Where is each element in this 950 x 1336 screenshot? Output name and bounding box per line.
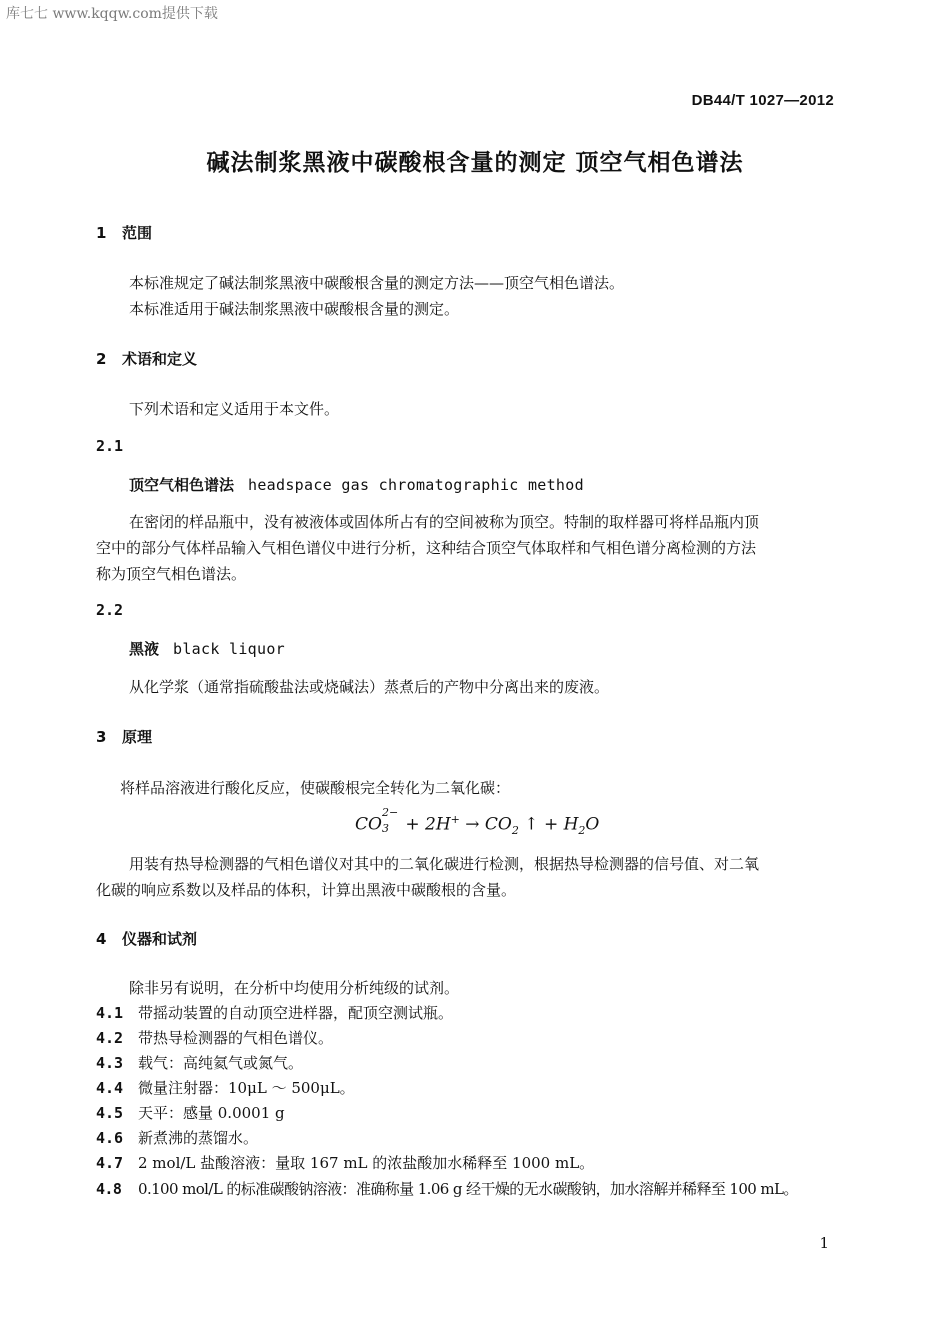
paragraph: 除非另有说明，在分析中均使用分析纯级的试剂。 xyxy=(129,979,460,997)
formula-part: O xyxy=(585,814,600,835)
term-entry xyxy=(129,474,584,495)
chemical-equation xyxy=(355,805,600,838)
list-text: 新煮沸的蒸馏水。 xyxy=(138,1129,259,1147)
definition-line: 在密闭的样品瓶中，没有被液体或固体所占有的空间被称为顶空。特制的取样器可将样品瓶内顶 xyxy=(129,513,760,531)
formula-part: CO xyxy=(355,814,382,835)
list-text: 载气：高纯氦气或氮气。 xyxy=(138,1054,304,1072)
section-heading-terms xyxy=(96,348,197,369)
section-heading-principle xyxy=(96,726,152,747)
paragraph: 本标准适用于碱法制浆黑液中碳酸根含量的测定。 xyxy=(129,300,460,318)
formula-subscript: 2 xyxy=(578,824,586,838)
section-heading-scope xyxy=(96,222,152,243)
standard-code: DB44/T 1027—2012 xyxy=(691,92,834,109)
term-entry xyxy=(129,638,285,659)
list-text: 2 mol/L 盐酸溶液：量取 167 mL 的浓盐酸加水稀释至 1000 mL。 xyxy=(138,1154,595,1172)
page-number: 1 xyxy=(819,1234,829,1252)
list-text: 微量注射器：10μL ～ 500μL。 xyxy=(138,1079,355,1097)
list-number: 4.1 xyxy=(96,1004,124,1022)
list-item xyxy=(96,1002,453,1023)
formula-part: + H xyxy=(543,814,579,835)
paragraph: 下列术语和定义适用于本文件。 xyxy=(129,400,340,418)
term-en: headspace gas chromatographic method xyxy=(248,476,584,494)
list-text: 带摇动装置的自动顶空进样器，配顶空测试瓶。 xyxy=(138,1004,454,1022)
paragraph: 本标准规定了碱法制浆黑液中碳酸根含量的测定方法——顶空气相色谱法。 xyxy=(129,274,625,292)
clause-number: 2.2 xyxy=(96,601,124,619)
section-heading-apparatus xyxy=(96,928,197,949)
list-text: 0.100 mol/L 的标准碳酸钠溶液：准确称量 1.06 g 经干燥的无水碳酸钠，加水溶解并稀释至 100 mL。 xyxy=(138,1180,798,1198)
list-text: 天平：感量 0.0001 g xyxy=(138,1104,285,1122)
list-number: 4.6 xyxy=(96,1129,124,1147)
section-title: 术语和定义 xyxy=(122,350,198,368)
definition-line: 称为顶空气相色谱法。 xyxy=(96,565,247,583)
formula-subscript: 2 xyxy=(511,824,519,838)
section-title: 原理 xyxy=(122,728,153,746)
section-number: 3 xyxy=(96,728,107,746)
section-number: 1 xyxy=(96,224,107,242)
clause-number: 2.1 xyxy=(96,437,124,455)
formula-part: ↑ xyxy=(524,814,539,835)
list-item xyxy=(96,1027,333,1048)
page-title: 碱法制浆黑液中碳酸根含量的测定 顶空气相色谱法 xyxy=(206,150,744,176)
formula-part: + 2H xyxy=(405,814,451,835)
list-item xyxy=(96,1102,285,1123)
section-number: 4 xyxy=(96,930,107,948)
list-number: 4.4 xyxy=(96,1079,124,1097)
section-title: 仪器和试剂 xyxy=(122,930,198,948)
list-number: 4.7 xyxy=(96,1154,124,1172)
formula-superscript: 2− xyxy=(381,805,399,819)
formula-superscript: + xyxy=(450,813,460,826)
list-number: 4.2 xyxy=(96,1029,124,1047)
list-item xyxy=(96,1052,303,1073)
list-item xyxy=(96,1077,355,1098)
paragraph: 用装有热导检测器的气相色谱仪对其中的二氧化碳进行检测，根据热导检测器的信号值、对二氧 xyxy=(129,855,760,873)
section-title: 范围 xyxy=(122,224,153,242)
paragraph: 化碳的响应系数以及样品的体积，计算出黑液中碳酸根的含量。 xyxy=(96,881,517,899)
paragraph: 将样品溶液进行酸化反应，使碳酸根完全转化为二氧化碳： xyxy=(120,779,511,797)
list-item xyxy=(96,1127,258,1148)
definition-line: 空中的部分气体样品输入气相色谱仪中进行分析，这种结合顶空气体取样和气相色谱分离检测的方法 xyxy=(96,539,757,557)
list-number: 4.5 xyxy=(96,1104,124,1122)
watermark-text: 库七七 www.kqqw.com提供下载 xyxy=(6,6,218,22)
list-number: 4.8 xyxy=(96,1180,122,1198)
definition-line: 从化学浆（通常指硫酸盐法或烧碱法）蒸煮后的产物中分离出来的废液。 xyxy=(129,678,610,696)
list-number: 4.3 xyxy=(96,1054,124,1072)
list-text: 带热导检测器的气相色谱仪。 xyxy=(138,1029,334,1047)
term-en: black liquor xyxy=(173,640,285,658)
list-item xyxy=(96,1152,594,1173)
term-zh: 黑液 xyxy=(129,640,160,658)
section-number: 2 xyxy=(96,350,107,368)
term-zh: 顶空气相色谱法 xyxy=(129,476,235,494)
list-item xyxy=(96,1178,798,1199)
formula-subscript: 3 xyxy=(381,821,389,835)
formula-part: → CO xyxy=(465,814,512,835)
